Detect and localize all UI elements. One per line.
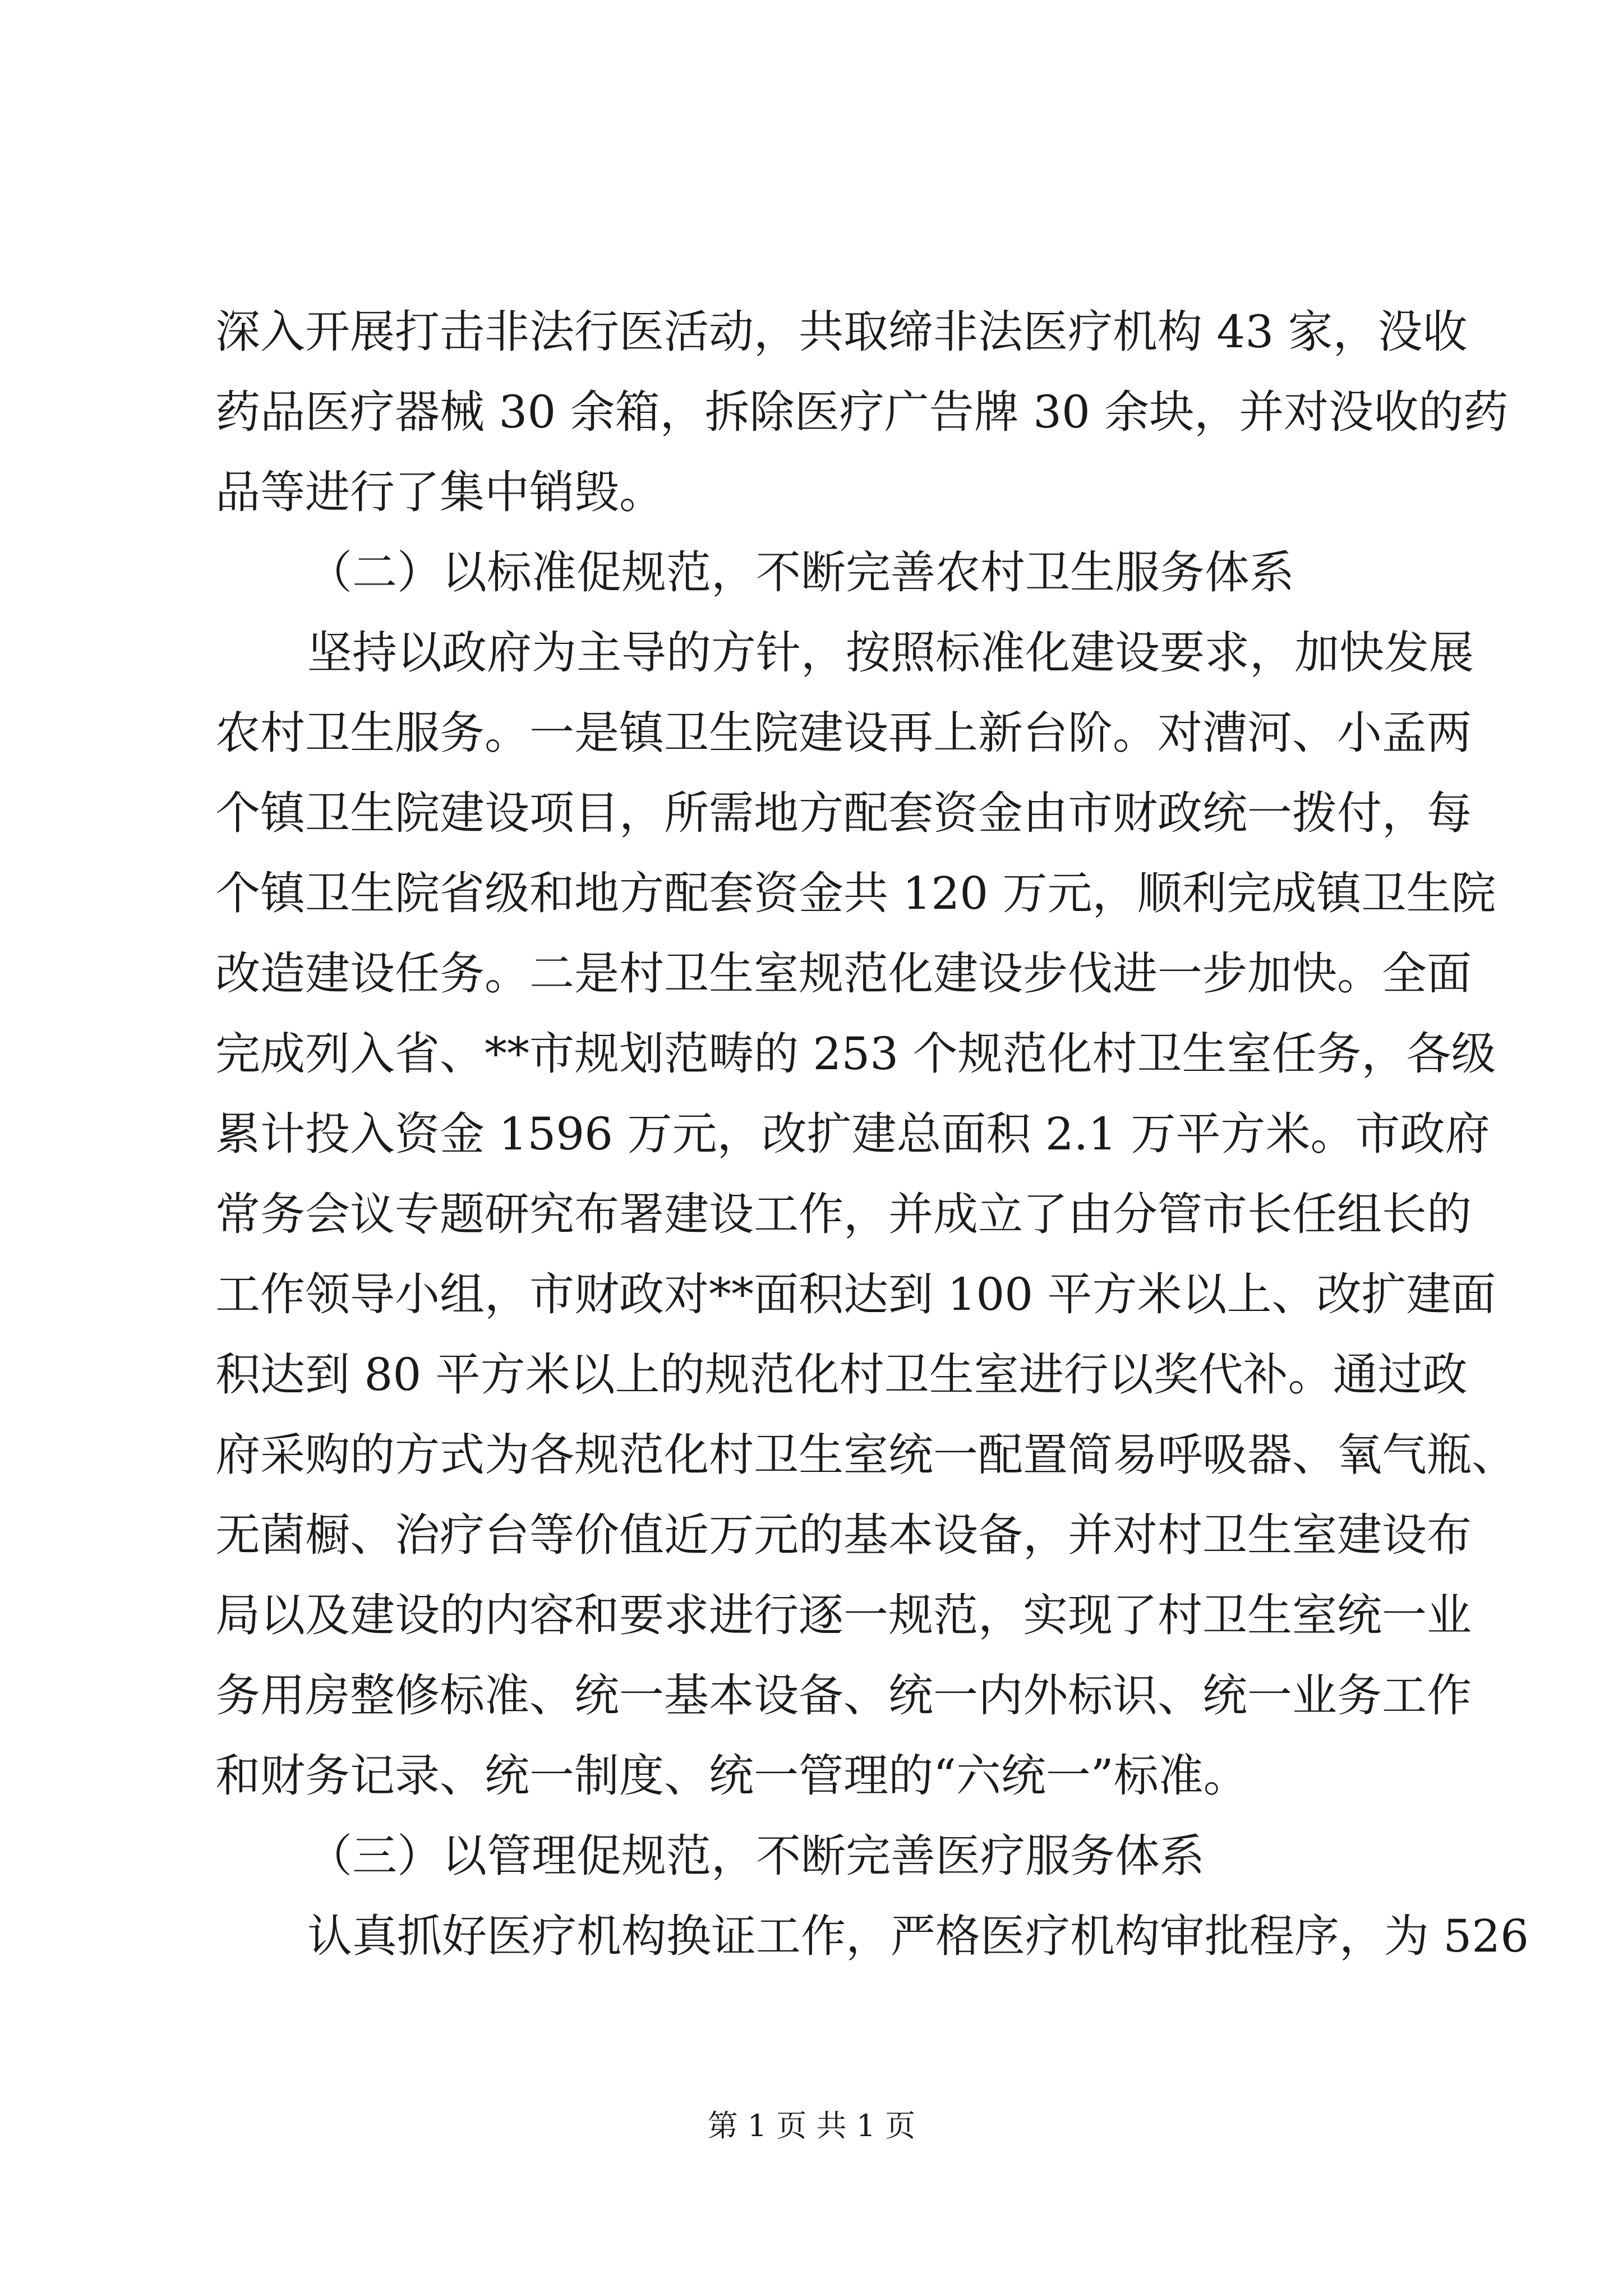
text-line: 和财务记录、统一制度、统一管理的“六统一”标准。: [215, 1750, 1248, 1802]
text-line: 个镇卫生院省级和地方配套资金共 120 万元，顺利完成镇卫生院: [215, 867, 1496, 919]
text-line: 常务会议专题研究布署建设工作，并成立了由分管市长任组长的: [215, 1188, 1472, 1240]
text-line: 完成列入省、**市规划范畴的 253 个规范化村卫生室任务，各级: [215, 1028, 1496, 1080]
text-line: 府采购的方式为各规范化村卫生室统一配置简易呼吸器、氧气瓶、: [215, 1429, 1516, 1481]
text-line: 农村卫生服务。一是镇卫生院建设再上新台阶。对漕河、小孟两: [215, 707, 1472, 759]
text-line: 深入开展打击非法行医活动，共取缔非法医疗机构 43 家，没收: [215, 306, 1468, 358]
text-line: 药品医疗器械 30 余箱，拆除医疗广告牌 30 余块，并对没收的药: [215, 386, 1509, 438]
page-footer: 第 1 页 共 1 页: [707, 2108, 916, 2143]
text-line: 累计投入资金 1596 万元，改扩建总面积 2.1 万平方米。市政府: [215, 1108, 1490, 1160]
section-heading: （三）以管理促规范，不断完善医疗服务体系: [307, 1830, 1205, 1882]
text-line: 局以及建设的内容和要求进行逐一规范，实现了村卫生室统一业: [215, 1589, 1472, 1641]
section-heading: （二）以标准促规范，不断完善农村卫生服务体系: [307, 546, 1294, 599]
text-line: 认真抓好医疗机构换证工作，严格医疗机构审批程序，为 526: [307, 1910, 1529, 1962]
text-line: 工作领导小组，市财政对**面积达到 100 平方米以上、改扩建面: [215, 1268, 1496, 1320]
text-line: 无菌橱、治疗台等价值近万元的基本设备，并对村卫生室建设布: [215, 1509, 1472, 1561]
text-line: 务用房整修标准、统一基本设备、统一内外标识、统一业务工作: [215, 1669, 1472, 1722]
text-line: 积达到 80 平方米以上的规范化村卫生室进行以奖代补。通过政: [215, 1349, 1468, 1401]
text-line: 改造建设任务。二是村卫生室规范化建设步伐进一步加快。全面: [215, 947, 1472, 1000]
text-line: 个镇卫生院建设项目，所需地方配套资金由市财政统一拨付，每: [215, 787, 1472, 839]
document-body: [215, 292, 1529, 1976]
text-line: 品等进行了集中销毁。: [215, 466, 664, 518]
text-line: 坚持以政府为主导的方针，按照标准化建设要求，加快发展: [307, 627, 1474, 679]
